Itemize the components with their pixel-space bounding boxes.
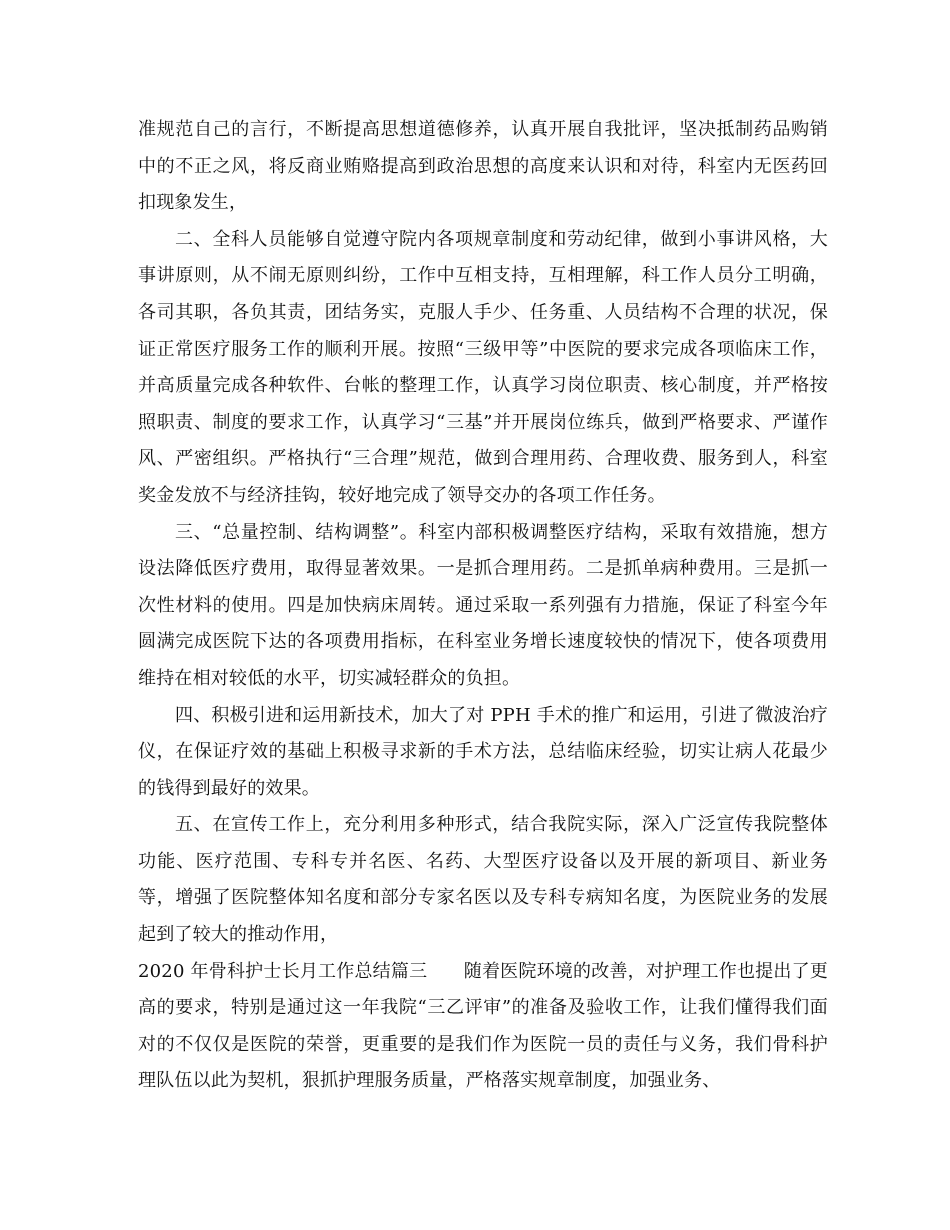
paragraph-section-3: 三、“总量控制、结构调整”。科室内部积极调整医疗结构，采取有效措施，想方设法降低医疗费用，取得显著效果。一是抓合理用药。二是抓单病种费用。三是抓一次性材料的使用。四是加快病床周转。通过采取一系列强有力措施，保证了科室今年圆满完成医院下达的各项费用指标，在科室业务增长速度较快的情况下，使各项费用维持在相对较低的水平，切实减轻群众的负担。 xyxy=(138,521,828,689)
paragraph-section-4: 四、积极引进和运用新技术，加大了对 PPH 手术的推广和运用，引进了微波治疗仪，在保证疗效的基础上积极寻求新的手术方法，总结临床经验，切实让病人花最少的钱得到最好的效果。 xyxy=(138,704,828,799)
paragraph-article-3-start: 2020 年骨科护士长月工作总结篇三 随着医院环境的改善，对护理工作也提出了更高的要求，特别是通过这一年我院“三乙评审”的准备及验收工作，让我们懂得我们面对的不仅仅是医院的荣誉，更重要的是我们作为医院一员的责任与义务，我们骨科护理队伍以此为契机，狠抓护理服务质量，严格落实规章制度，加强业务、 xyxy=(138,960,828,1092)
paragraph-section-2: 二、全科人员能够自觉遵守院内各项规章制度和劳动纪律，做到小事讲风格，大事讲原则，从不闹无原则纠纷，工作中互相支持，互相理解，科工作人员分工明确，各司其职，各负其责，团结务实，克服人手少、任务重、人员结构不合理的状况，保证正常医疗服务工作的顺利开展。按照“三级甲等”中医院的要求完成各项临床工作，并高质量完成各种软件、台帐的整理工作，认真学习岗位职责、核心制度，并严格按照职责、制度的要求工作，认真学习“三基”并开展岗位练兵，做到严格要求、严谨作风、严密组织。严格执行“三合理”规范，做到合理用药、合理收费、服务到人，科室奖金发放不与经济挂钩，较好地完成了领导交办的各项工作任务。 xyxy=(138,228,828,506)
document-page xyxy=(138,112,828,1100)
paragraph-section-5: 五、在宣传工作上，充分利用多种形式，结合我院实际，深入广泛宣传我院整体功能、医疗范围、专科专并名医、名药、大型医疗设备以及开展的新项目、新业务等，增强了医院整体知名度和部分专家名医以及专科专病知名度，为医院业务的发展起到了较大的推动作用， xyxy=(138,814,828,946)
paragraph-continuation: 准规范自己的言行，不断提高思想道德修养，认真开展自我批评，坚决抵制药品购销中的不正之风，将反商业贿赂提高到政治思想的高度来认识和对待，科室内无医药回扣现象发生， xyxy=(138,119,828,214)
